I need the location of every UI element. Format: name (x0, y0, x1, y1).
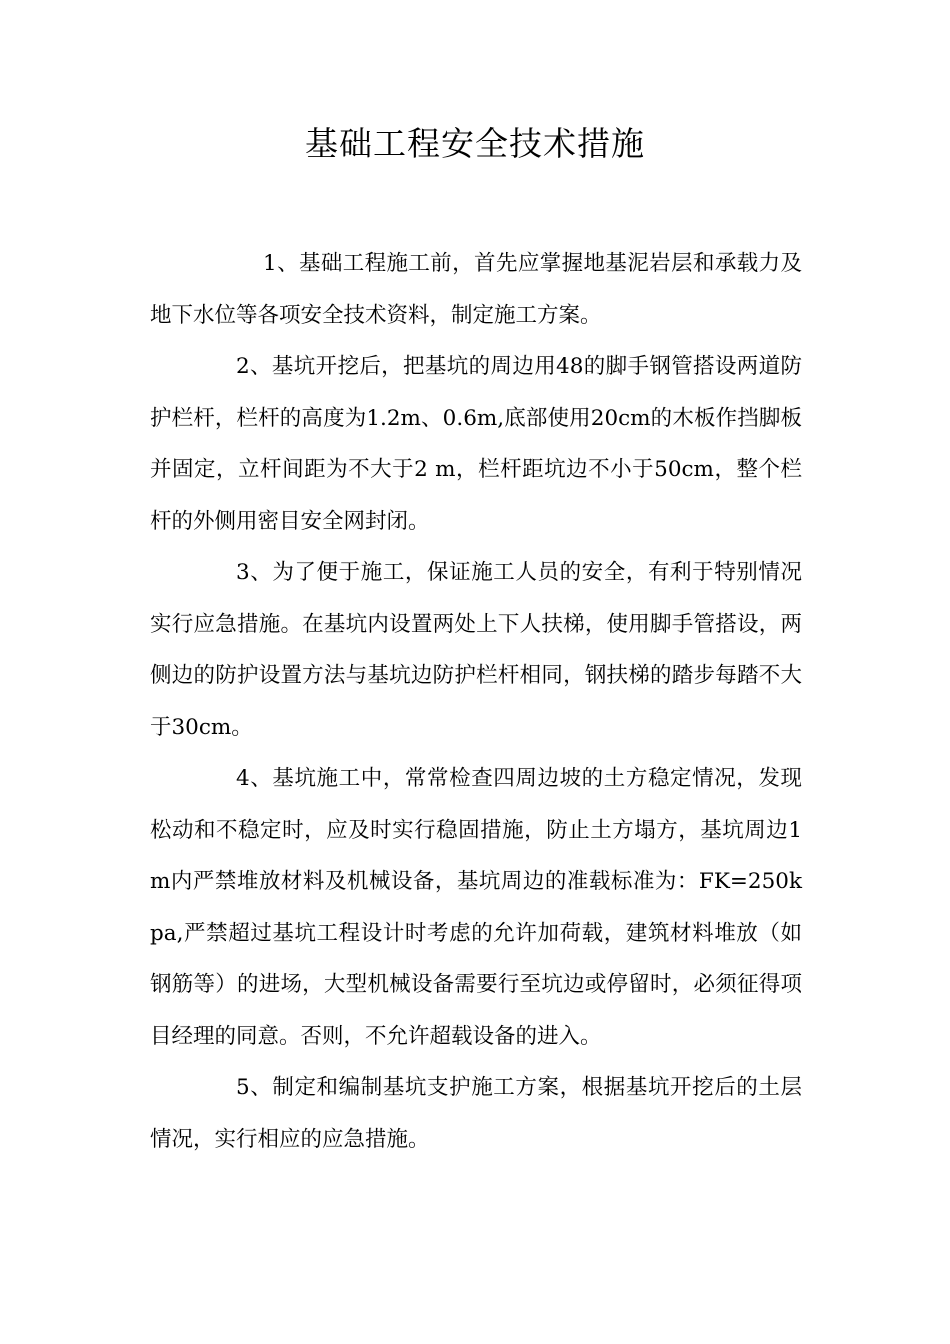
paragraph-5: 5、制定和编制基坑支护施工方案，根据基坑开挖后的土层情况，实行相应的应急措施。 (150, 1075, 802, 1152)
paragraph-2: 2、基坑开挖后，把基坑的周边用48的脚手钢管搭设两道防护栏杆，栏杆的高度为1.2m、0.6m,底部使用20cm的木板作挡脚板并固定，立杆间距为不大于2 m，栏杆距坑边不小于50cm，整个栏杆的外侧用密目安全网封闭。 (150, 354, 802, 534)
document-body (150, 238, 802, 1165)
paragraph-3: 3、为了便于施工，保证施工人员的安全，有利于特别情况实行应急措施。在基坑内设置两处上下人扶梯，使用脚手管搭设，两侧边的防护设置方法与基坑边防护栏杆相同，钢扶梯的踏步每踏不大于30cm。 (150, 560, 802, 740)
paragraph-1: 1、基础工程施工前，首先应掌握地基泥岩层和承载力及地下水位等各项安全技术资料，制定施工方案。 (150, 251, 802, 328)
document-title: 基础工程安全技术措施 (305, 124, 645, 163)
paragraph-4: 4、基坑施工中，常常检查四周边坡的土方稳定情况，发现松动和不稳定时，应及时实行稳固措施，防止土方塌方，基坑周边1 m内严禁堆放材料及机械设备，基坑周边的准载标准为：FK=250kpa,严禁超过基坑工程设计时考虑的允许加荷载，建筑材料堆放（如钢筋等）的进场，大型机械设备需要行至坑边或停留时，必须征得项目经理的同意。否则，不允许超载设备的进入。 (150, 766, 802, 1049)
